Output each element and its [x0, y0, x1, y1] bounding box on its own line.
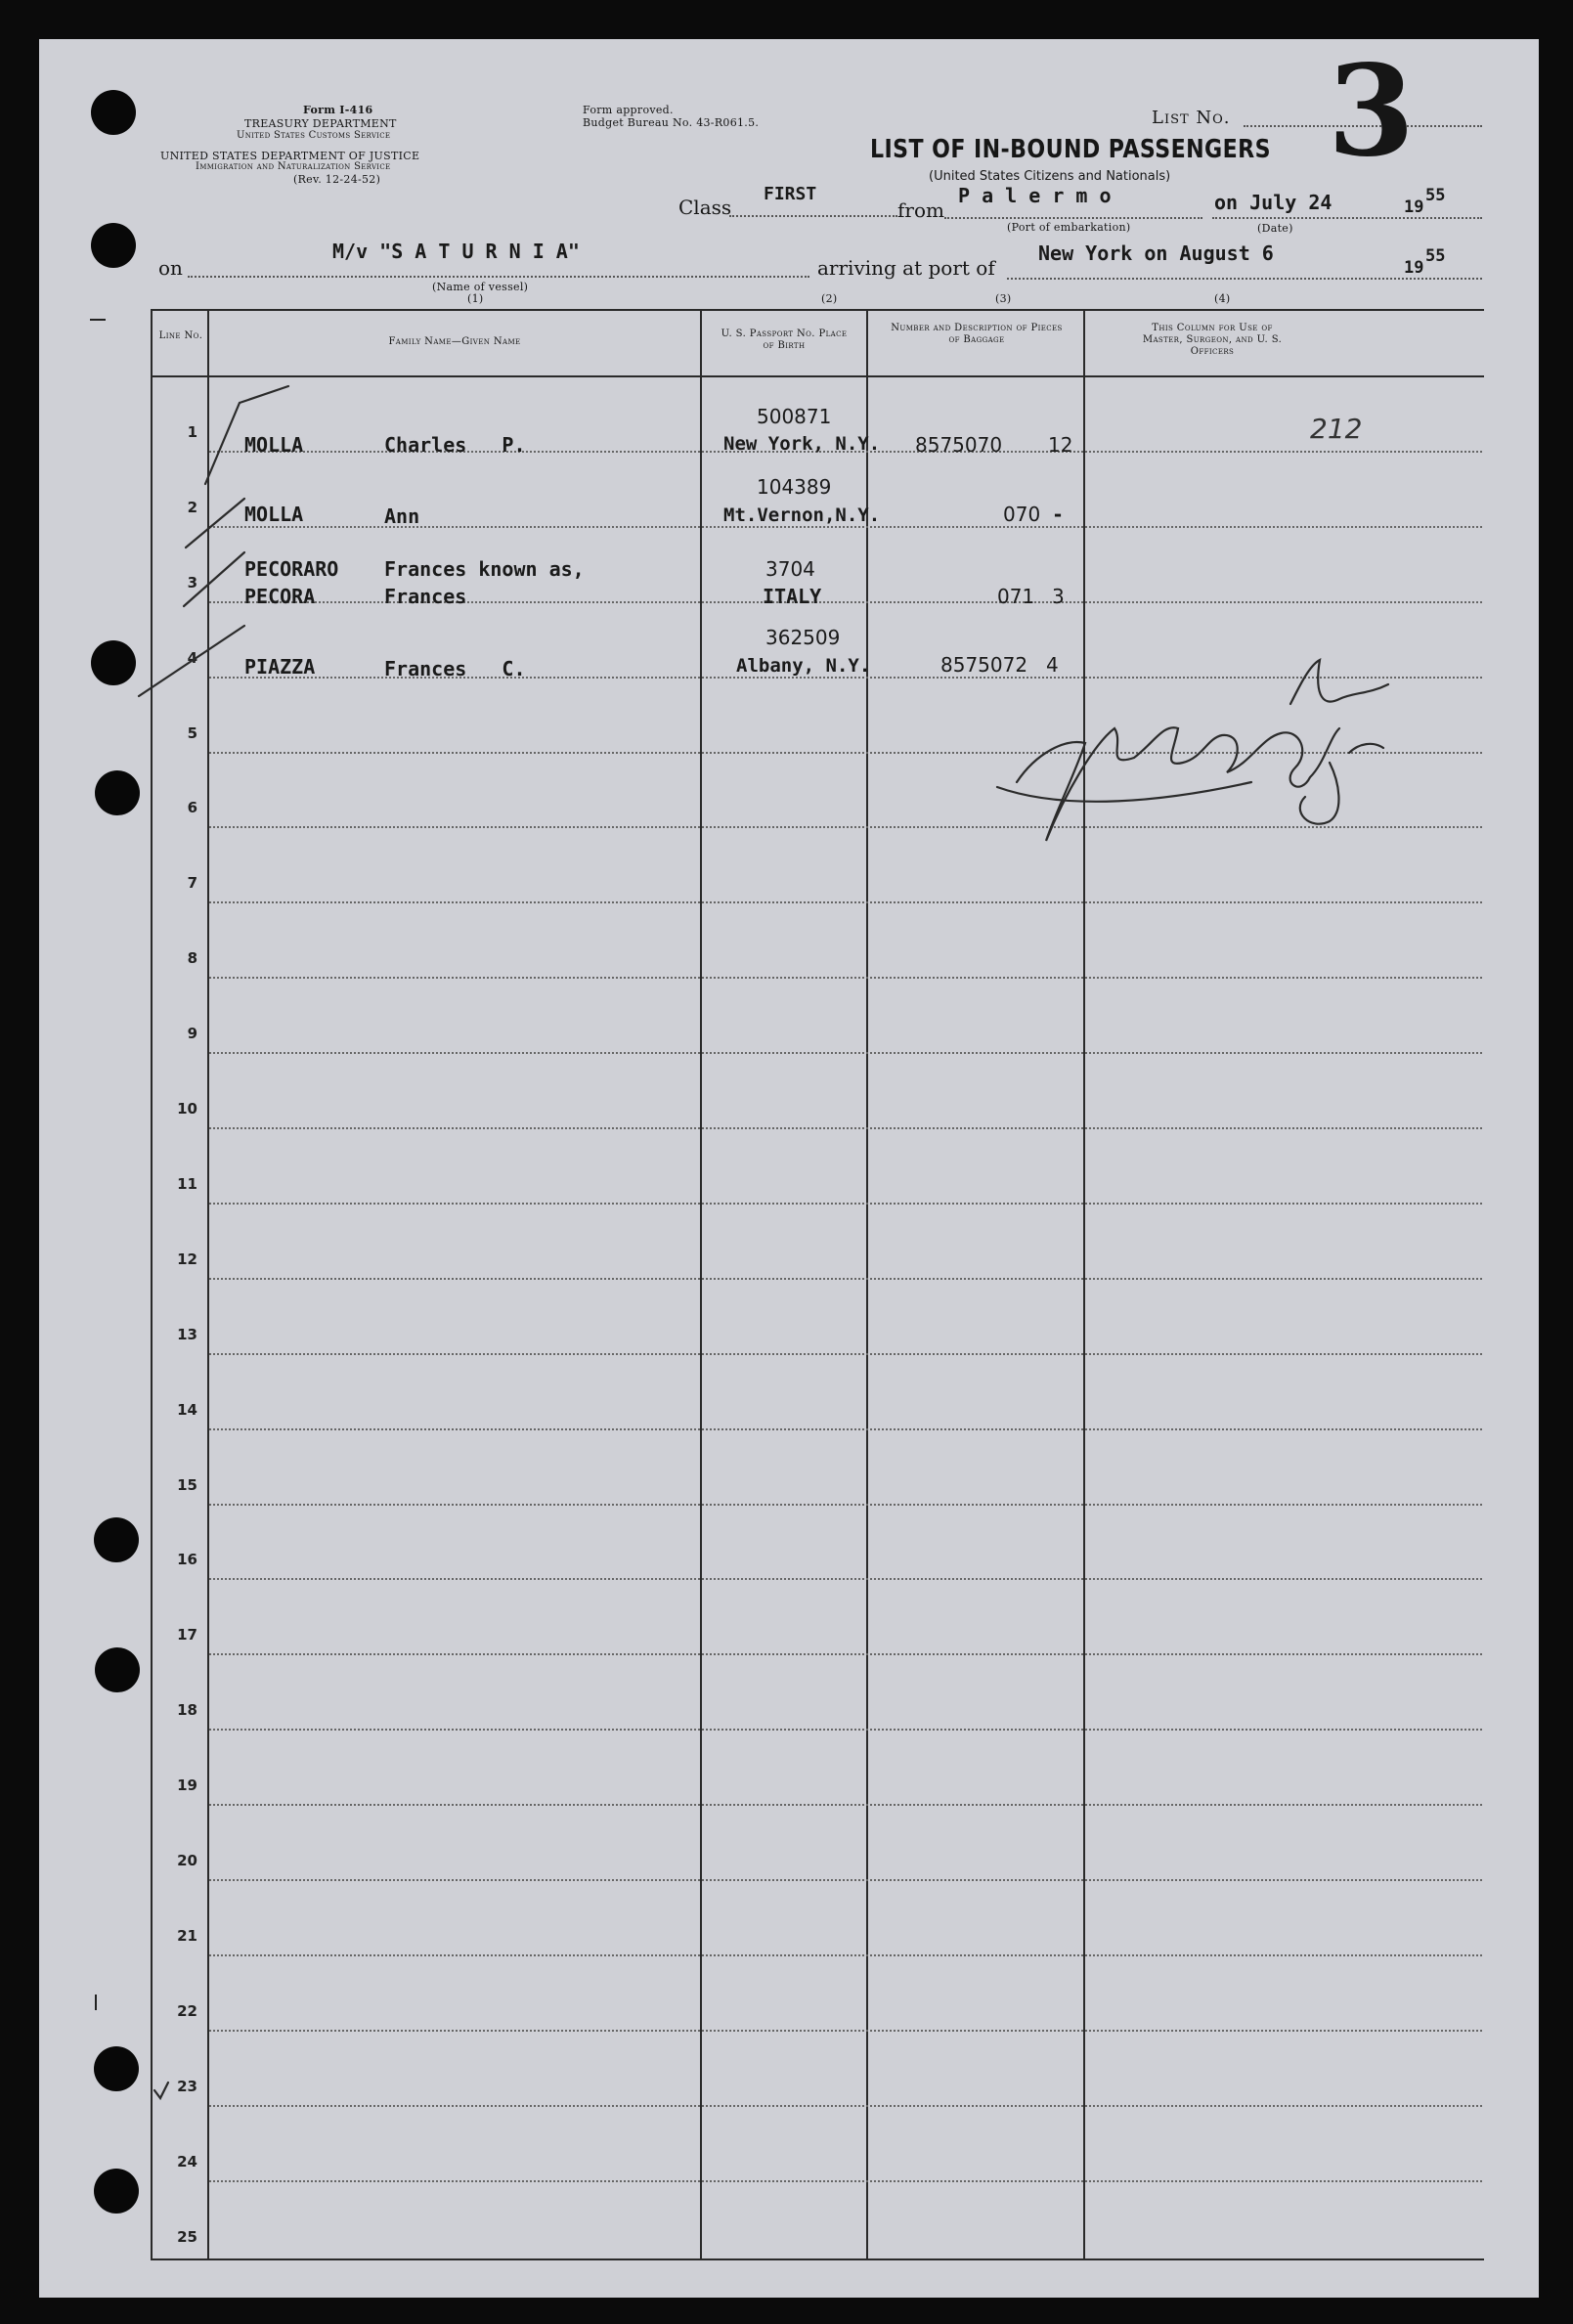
year-suffix: 55 — [1425, 186, 1446, 205]
entry-4-family: PIAZZA — [244, 655, 316, 679]
line-number: 6 — [187, 799, 197, 817]
entry-3-given-alt: Frances — [384, 585, 467, 608]
revision: (Rev. 12-24-52) — [293, 173, 381, 186]
col-ref-3: (3) — [995, 292, 1012, 305]
class-value: FIRST — [764, 184, 817, 204]
entry-1-given: Charles P. — [384, 433, 526, 457]
header-officers: This Column for Use of Master, Surgeon, and U. S. Officers — [1142, 323, 1283, 357]
entry-3-given: Frances known as, — [384, 557, 585, 581]
treasury-department: TREASURY DEPARTMENT — [244, 117, 397, 130]
header-passport: U. S. Passport No. Place of Birth — [721, 329, 848, 351]
line-number: 10 — [177, 1100, 197, 1118]
customs-service: United States Customs Service — [237, 130, 391, 141]
pen-marks — [39, 39, 1539, 2298]
arrival-port-date: New York on August 6 — [1038, 241, 1274, 265]
arrival-date-on: on July 24 — [1214, 191, 1333, 214]
entry-3-passport: 3704 — [765, 557, 815, 581]
entry-2-family: MOLLA — [244, 503, 304, 526]
line-number: 8 — [187, 949, 197, 968]
line-number: 15 — [177, 1475, 197, 1494]
entry-2-pieces: - — [1052, 503, 1065, 526]
col-ref-4: (4) — [1214, 292, 1231, 305]
line-number: 11 — [177, 1174, 197, 1193]
line-number: 12 — [177, 1250, 197, 1268]
entry-2-passport: 104389 — [757, 475, 832, 499]
check-mark-4 — [139, 626, 244, 696]
entry-4-baggage-no: 8575072 — [940, 653, 1028, 677]
entry-4-passport: 362509 — [765, 626, 841, 649]
entry-3-family-alt: PECORA — [244, 585, 316, 608]
line-number: 19 — [177, 1776, 197, 1795]
entry-3-birthplace: ITALY — [763, 585, 822, 608]
form-sheet — [39, 39, 1539, 2298]
entry-2-baggage-no: 070 — [1003, 503, 1041, 526]
vessel-caption: (Name of vessel) — [432, 281, 529, 293]
line-number: 20 — [177, 1852, 197, 1869]
ins: Immigration and Naturalization Service — [196, 161, 391, 172]
entry-1-family: MOLLA — [244, 433, 304, 457]
entry-1-officer-note: 212 — [1310, 413, 1363, 445]
form-title: LIST OF IN-BOUND PASSENGERS — [870, 135, 1271, 164]
check-mark-3 — [184, 552, 244, 606]
form-subtitle: (United States Citizens and Nationals) — [929, 169, 1171, 184]
port-of-embarkation: P a l e r m o — [958, 184, 1112, 207]
signature-underline — [997, 782, 1251, 802]
signature-icon — [1017, 660, 1388, 841]
line-number: 3 — [187, 573, 197, 592]
line-number: 1 — [187, 422, 197, 441]
arriving-label: arriving at port of — [817, 256, 995, 280]
line-number: 2 — [187, 498, 197, 516]
arrival-year-prefix: 19 — [1404, 258, 1424, 278]
entry-4-pieces: 4 — [1046, 653, 1059, 677]
entry-3-pieces: 3 — [1052, 585, 1065, 608]
col-ref-1: (1) — [467, 292, 484, 305]
entry-4-given: Frances C. — [384, 657, 526, 680]
list-no-label: List No. — [1152, 108, 1231, 128]
line-number: 5 — [187, 724, 197, 742]
entry-2-birthplace: Mt.Vernon,N.Y. — [723, 504, 881, 526]
line-number: 14 — [177, 1400, 197, 1419]
line-number: 25 — [177, 2227, 197, 2246]
line-number: 24 — [177, 2152, 197, 2171]
entry-4-birthplace: Albany, N.Y. — [736, 655, 871, 677]
entry-1-passport: 500871 — [757, 405, 832, 428]
form-approved: Form approved. — [583, 104, 674, 116]
line-number: 9 — [187, 1025, 197, 1043]
date-caption: (Date) — [1257, 222, 1293, 235]
col-ref-2: (2) — [821, 292, 838, 305]
port-caption: (Port of embarkation) — [1007, 221, 1131, 234]
vessel-name: M/v "S A T U R N I A" — [332, 240, 580, 263]
line-number: 7 — [187, 874, 197, 893]
entry-1-pieces: 12 — [1048, 433, 1073, 457]
line-number: 16 — [177, 1551, 197, 1569]
from-label: from — [897, 198, 944, 222]
line-number: 22 — [177, 2001, 197, 2020]
form-number: Form I-416 — [303, 104, 373, 116]
class-label: Class — [678, 196, 732, 219]
margin-check-mark — [154, 2083, 168, 2098]
line-number: 23 — [177, 2077, 197, 2095]
vessel-on-label: on — [158, 256, 183, 280]
entry-3-baggage-no: 071 — [997, 585, 1035, 608]
year-prefix: 19 — [1404, 197, 1424, 217]
line-number: 18 — [177, 1701, 197, 1720]
arrival-year-suffix: 55 — [1425, 246, 1446, 266]
line-number: 4 — [187, 648, 197, 667]
entry-3-family: PECORARO — [244, 557, 339, 581]
entry-1-baggage-no: 8575070 — [915, 433, 1003, 457]
line-number: 17 — [177, 1626, 197, 1644]
header-line-no: Line No. — [158, 330, 203, 341]
list-no: 3 — [1328, 39, 1416, 185]
line-number: 21 — [177, 1926, 197, 1945]
entry-2-given: Ann — [384, 504, 420, 528]
header-name: Family Name—Given Name — [388, 336, 521, 347]
justice-department: UNITED STATES DEPARTMENT OF JUSTICE — [160, 150, 420, 162]
budget-bureau: Budget Bureau No. 43-R061.5. — [583, 116, 760, 129]
header-baggage: Number and Description of Pieces of Baggage — [891, 323, 1063, 345]
check-mark-1 — [205, 386, 288, 484]
entry-1-birthplace: New York, N.Y. — [723, 433, 881, 455]
check-mark-2 — [186, 499, 244, 548]
line-number: 13 — [177, 1325, 197, 1343]
